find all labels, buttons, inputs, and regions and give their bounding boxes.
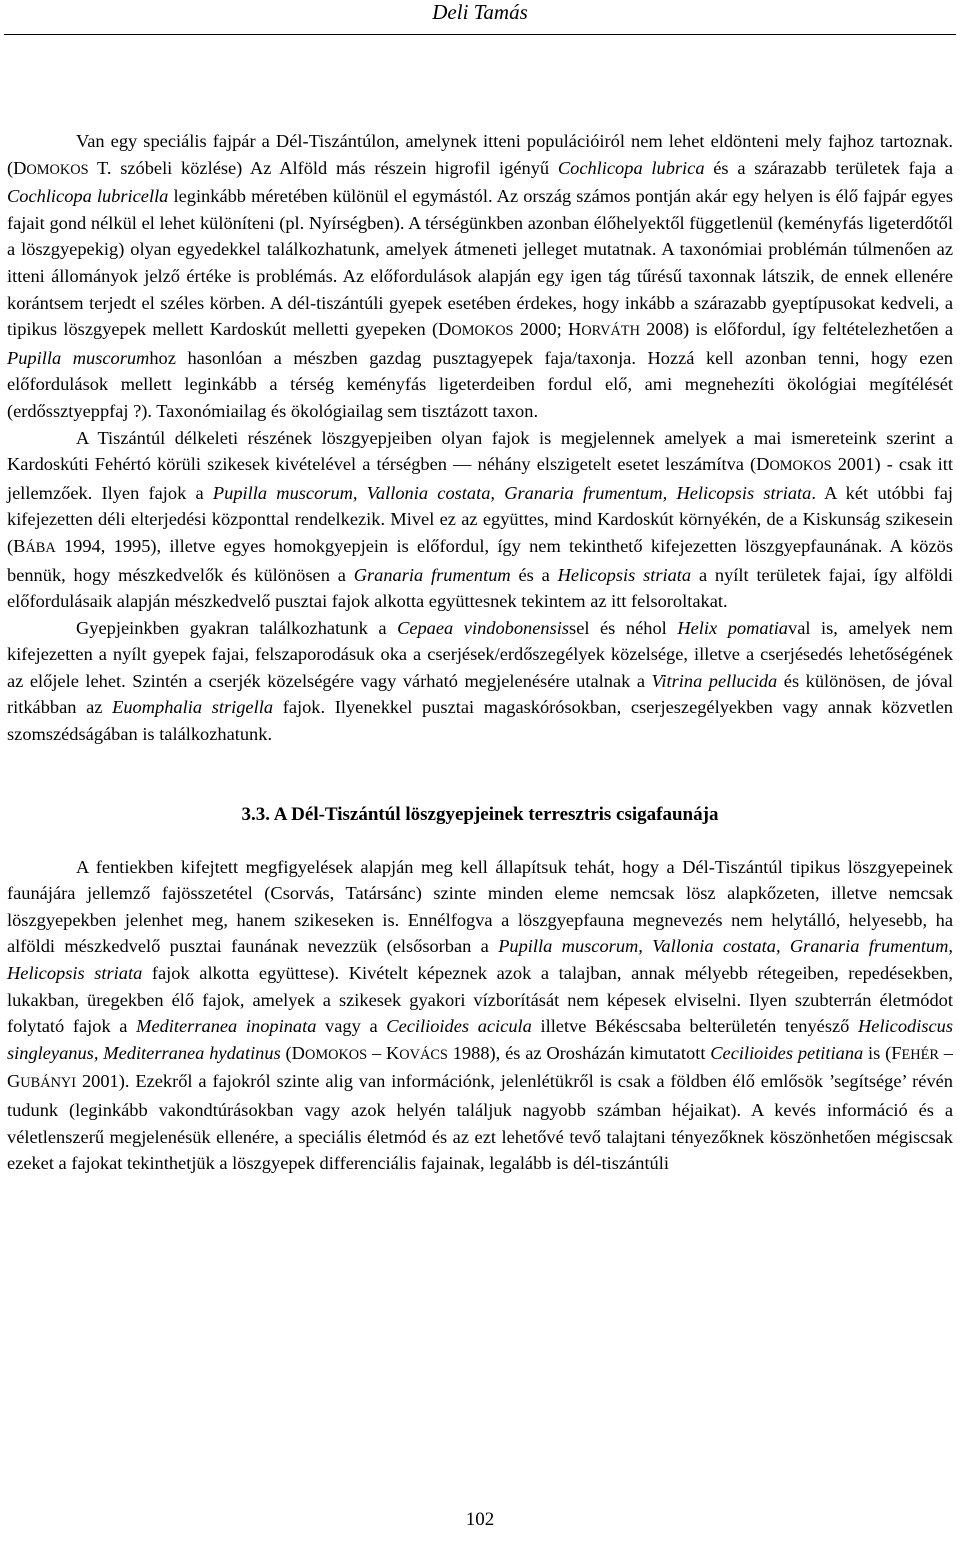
text-run: illetve Békéscsaba belterületén tenyésző	[531, 1016, 858, 1037]
text-run: és különösen, de jóval ritkábban az	[7, 670, 953, 718]
text-run: val is, amelyek nem kifejezetten a nyílt gyepek fajai, felszaporodásuk oka a cserjések/erdőszegélyek közelsége, illetve a cserjésedés lehetőségének az előjele lehet. Szintén a cserjék közelségére vagy várható megjelenésére utalnak a	[7, 617, 953, 691]
text-run: 1988), és az Orosházán kimutatott	[447, 1042, 711, 1063]
text-run: 1994, 1995), illetve egyes homokgyepjein is előfordul, így nem tekinthető kifejezetten löszgyepfaunának. A közös bennük, hogy mészkedvelők és különösen a	[7, 535, 953, 585]
text-run: (D	[280, 1042, 305, 1063]
italic-taxon-name: Vitrina pellucida	[651, 670, 778, 691]
author-small-caps: OMOKOS	[451, 323, 514, 340]
text-run: a nyílt területek fajai, így alföldi előfordulásaik alapján mészkedvelő pusztai fajok alkotta együttesnek tekintem az itt felsoroltakat.	[7, 564, 953, 612]
page-number: 102	[465, 1509, 495, 1530]
page-header	[0, 0, 960, 38]
italic-taxon-name: Pupilla muscorum	[7, 347, 150, 368]
text-run: is (F	[863, 1042, 902, 1063]
text-run: és a szárazabb területek faja a	[704, 157, 953, 178]
italic-taxon-name: Cochlicopa lubrica	[557, 157, 705, 178]
text-run: Gyepjeinkben gyakran találkozhatunk a	[76, 617, 398, 638]
author-small-caps: ORVÁTH	[581, 323, 640, 340]
text-run: fajok. Ilyenekkel pusztai magaskórósokban, cserjeszegélyekben vagy annak közvetlen szomszédságában is találkozhatunk.	[7, 697, 953, 745]
italic-taxon-name: Cecilioides acicula	[386, 1016, 532, 1037]
author-small-caps: UBÁNYI	[20, 1075, 77, 1092]
text-run: vagy a	[316, 1016, 387, 1037]
author-small-caps: OMOKOS	[304, 1046, 368, 1063]
text-run: sel és néhol	[569, 617, 678, 638]
text-run: A Tiszántúl délkeleti részének löszgyepjeiben olyan fajok is megjelennek amelyek a mai ismereteink szerint a Kardoskúti Fehértó körüli szikesek kivételével a térségben — néhány elszigetelt esetet leszámítva (D	[7, 427, 953, 475]
section-heading: 3.3. A Dél-Tiszántúl löszgyepjeinek terresztris csigafaunája	[241, 803, 719, 825]
text-run: 2008) is előfordul, így feltételezhetően a	[639, 319, 953, 340]
text-run: A fentiekben kifejtett megfigyelések alapján meg kell állapítsuk tehát, hogy a Dél-Tiszántúl tipikus löszgyepeinek faunájára jellemző fajösszetétel (Csorvás, Tatársánc) szinte minden eleme nemcsak lösz alapkőzeten, illetve nemcsak löszgyepekben jelenhet meg, hanem szikeseken is. Ennélfogva a löszgyepfauna megnevezés nem helytálló, helyesebb, ha alföldi mészkedvelő pusztai faunának nevezzük (elsősorban a	[7, 856, 953, 957]
page-body	[7, 128, 953, 1177]
text-run: hoz hasonlóan a mészben gazdag pusztagyepek faja/taxonja. Hozzá kell azonban tenni, hogy ezen előfordulások mellett leginkább a térség keményfás ligeterdeiben fordul elő, ami megnehezíti ökológiai megítélését (erdőssztyeppfaj ?). Taxonómiailag és ökológiailag sem tisztázott taxon.	[7, 347, 953, 421]
author-small-caps: OMOKOS	[769, 458, 832, 475]
italic-taxon-name: Helix pomatia	[677, 617, 788, 638]
paragraph-2	[7, 425, 953, 615]
italic-taxon-name: Cepaea vindobonensis	[397, 617, 570, 638]
text-run: leginkább méretében különül el egymástól. Az ország számos pontján akár egy helyen is élő fajpár egyes fajait gond nélkül el lehet különíteni (pl. Nyírségben). A térségünkben azonban élőhelyektől függetlenül (keményfás ligeterdőtől a löszgyepekig) olyan egyedekkel találkozhatunk, amelyek átmeneti jelleget mutatnak. A taxonómiai problémán túlmenően az itteni állományok jelző értéke is problémás. Az előfordulások alapján egy igen tág tűrésű taxonnak látszik, de ennek ellenére korántsem terjedt el széles körben. A dél-tiszántúli gyepek esetében érdekes, hogy inkább a szárazabb gyeptípusokat kedveli, a tipikus löszgyepek mellett Kardoskút melletti gyepeken (D	[7, 186, 953, 340]
running-title: Deli Tamás	[432, 0, 528, 24]
text-run: T. szóbeli közlése) Az Alföld más részein higrofil igényű	[88, 157, 558, 178]
text-run: . A két utóbbi faj kifejezetten déli elterjedési központtal rendelkezik. Mivel ez az együttes, mind Kardoskút környékén, de a Kiskunság szikesein (B	[7, 482, 953, 556]
italic-taxon-name: Helicodiscus singleyanus, Mediterranea hydatinus	[7, 1016, 953, 1063]
text-run: 2001). Ezekről a fajokról szinte alig van információnk, jelenlétükről is csak a földben élő emlősök ’segítsége’ révén tudunk (leginkább vakondtúrásokban vagy azok helyén találjuk nagyobb számban héjaikat). A kevés információ és a véletlenszerű megjelenésük ellenére, a speciális életmód és az ezt lehetővé tevő talajtani tényezőknek köszönhetően mégiscsak ezeket a fajokat tekinthetjük a löszgyepek differenciális fajainak, legalább is dél-tiszántúli	[7, 1071, 953, 1174]
italic-taxon-name: Pupilla muscorum, Vallonia costata, Granaria frumentum, Helicopsis striata	[7, 936, 954, 984]
text-run: Van egy speciális fajpár a Dél-Tiszántúlon, amelynek itteni populációiról nem lehet eldönteni mely fajhoz tartoznak. (D	[7, 131, 953, 178]
author-small-caps: OVÁCS	[399, 1046, 448, 1063]
italic-taxon-name: Pupilla muscorum, Vallonia costata, Granaria frumentum, Helicopsis striata	[212, 482, 812, 503]
text-run: – K	[367, 1042, 400, 1063]
italic-taxon-name: Cecilioides petitiana	[710, 1042, 864, 1063]
text-run: fajok alkotta együttese). Kivételt képeznek azok a talajban, annak mélyebb rétegeiben, repedésekben, lukakban, üregekben élő fajok, amelyek a szikesek gyakori vízborítását nem képesek elviselni. Ilyen szubterrán életmódot folytató fajok a	[7, 963, 953, 1037]
text-run: 2000; H	[513, 319, 582, 340]
paragraph-1	[7, 128, 953, 425]
italic-taxon-name: Granaria frumentum	[353, 564, 511, 585]
author-small-caps: OMOKOS	[26, 161, 89, 178]
section-paragraph-1	[7, 854, 953, 1177]
header-rule	[4, 34, 956, 35]
text-run: 2001) - csak itt jellemzőek. Ilyen fajok a	[7, 454, 953, 503]
paragraph-3	[7, 615, 953, 748]
italic-taxon-name: Helicopsis striata	[557, 564, 692, 585]
author-small-caps: ÁBA	[25, 539, 56, 556]
text-run: és a	[510, 564, 558, 585]
author-small-caps: EHÉR	[901, 1046, 939, 1063]
italic-taxon-name: Cochlicopa lubricella	[7, 186, 169, 207]
text-run: – G	[7, 1042, 953, 1092]
italic-taxon-name: Mediterranea inopinata	[136, 1016, 317, 1037]
italic-taxon-name: Euomphalia strigella	[112, 697, 274, 718]
